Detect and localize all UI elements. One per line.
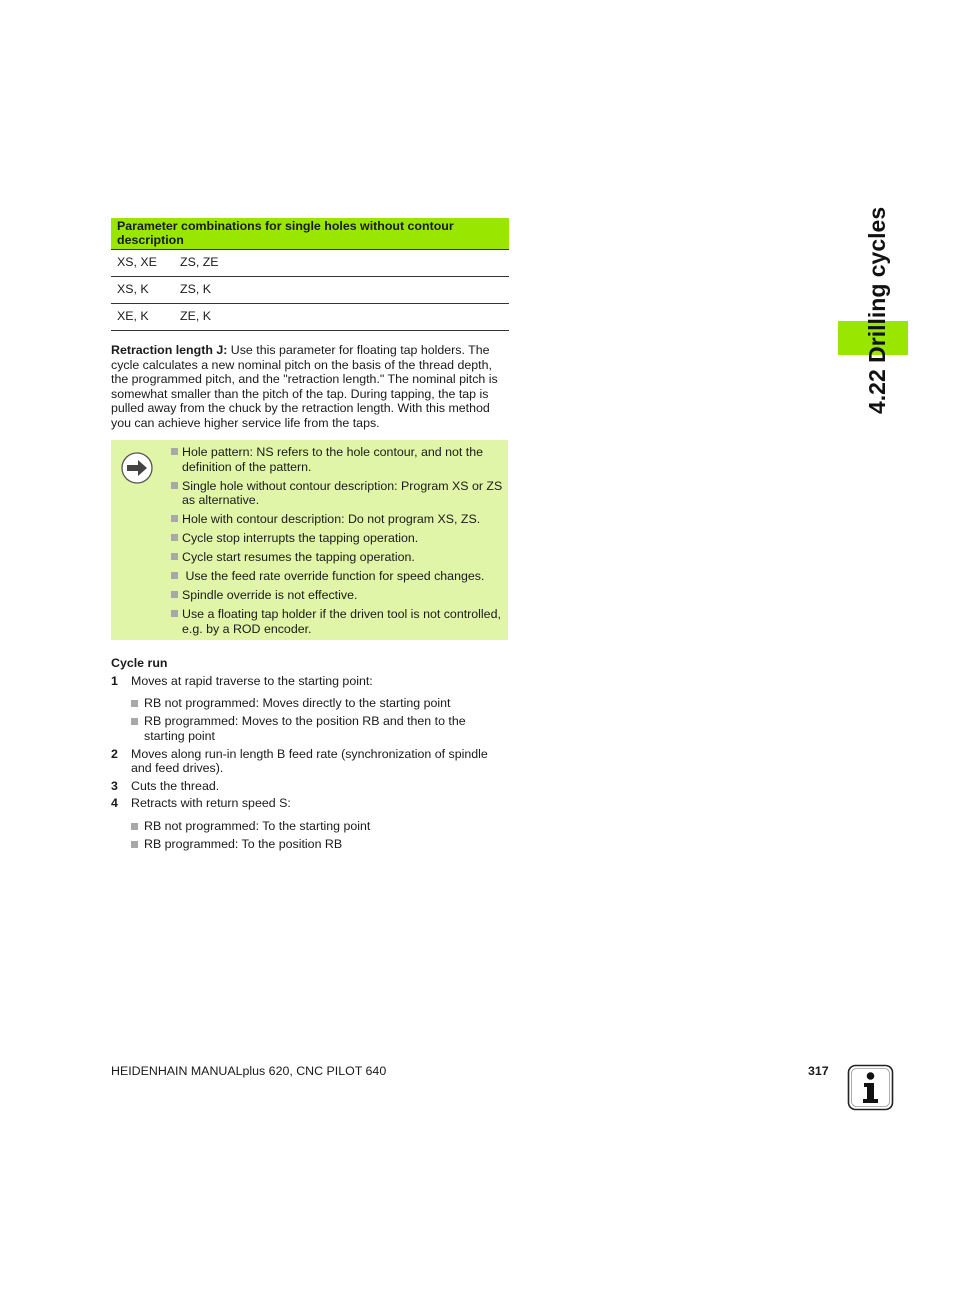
sub-list bbox=[111, 819, 509, 852]
table-cell: XS, K bbox=[117, 282, 149, 296]
table-cell: XE, K bbox=[117, 309, 149, 323]
list-item: Use a floating tap holder if the driven tool is not controlled, e.g. by a ROD encoder. bbox=[171, 607, 505, 636]
list-item: Hole with contour description: Do not program XS, ZS. bbox=[171, 512, 505, 527]
table-row bbox=[111, 250, 509, 277]
list-item: Single hole without contour description: Program XS or ZS as alternative. bbox=[171, 479, 505, 508]
info-icon bbox=[847, 1064, 895, 1112]
bullet-icon bbox=[171, 515, 178, 522]
step-number: 3 bbox=[111, 778, 118, 793]
bullet-icon bbox=[171, 534, 178, 541]
step-number: 1 bbox=[111, 673, 118, 688]
bullet-icon bbox=[171, 572, 178, 579]
bullet-icon bbox=[171, 591, 178, 598]
step-item bbox=[111, 796, 509, 811]
section-heading: Cycle run bbox=[111, 656, 168, 670]
page-number: 317 bbox=[808, 1064, 829, 1078]
note-list bbox=[171, 445, 505, 641]
step-text: Retracts with return speed S: bbox=[131, 796, 291, 810]
bullet-icon bbox=[131, 823, 138, 830]
table-cell: XS, XE bbox=[117, 255, 157, 269]
chapter-title: 4.22 Drilling cycles bbox=[864, 206, 890, 414]
bullet-icon bbox=[171, 553, 178, 560]
retraction-label: Retraction length J: bbox=[111, 343, 228, 357]
retraction-text: Use this parameter for floating tap holders. The cycle calculates a new nominal pitch on the basis of the thread depth, the programmed pitch, and the "retraction length." The nominal pitch is somewhat smaller than the pitch of the tap. During tapping, the tap is pulled away from the chuck by the retraction length. With this method you can achieve higher service life from the taps. bbox=[111, 343, 498, 430]
sub-list bbox=[111, 696, 509, 743]
list-item: Hole pattern: NS refers to the hole contour, and not the definition of the pattern. bbox=[171, 445, 505, 474]
table-cell: ZE, K bbox=[180, 309, 211, 323]
step-text: Cuts the thread. bbox=[131, 778, 220, 793]
footer-text: HEIDENHAIN MANUALplus 620, CNC PILOT 640 bbox=[111, 1064, 387, 1078]
list-item: RB programmed: To the position RB bbox=[131, 837, 509, 852]
parameter-table bbox=[111, 218, 509, 331]
list-item: RB programmed: Moves to the position RB and then to the starting point bbox=[131, 714, 509, 743]
bullet-icon bbox=[131, 718, 138, 725]
bullet-icon bbox=[131, 700, 138, 707]
table-row bbox=[111, 304, 509, 331]
table-cell: ZS, ZE bbox=[180, 255, 219, 269]
step-item bbox=[111, 747, 509, 776]
list-item: Cycle stop interrupts the tapping operation. bbox=[171, 531, 505, 546]
table-header: Parameter combinations for single holes without contour description bbox=[111, 218, 509, 250]
retraction-paragraph bbox=[111, 343, 509, 430]
bullet-icon bbox=[171, 482, 178, 489]
step-item bbox=[111, 674, 509, 689]
step-text: Moves along run-in length B feed rate (synchronization of spindle and feed drives). bbox=[131, 746, 488, 775]
step-number: 4 bbox=[111, 796, 118, 810]
arrow-right-icon bbox=[121, 452, 153, 484]
table-cell: ZS, K bbox=[180, 282, 211, 296]
list-item: Use the feed rate override function for speed changes. bbox=[171, 569, 505, 584]
list-item: RB not programmed: To the starting point bbox=[131, 819, 509, 834]
list-item: Spindle override is not effective. bbox=[171, 588, 505, 603]
step-number: 2 bbox=[111, 746, 118, 761]
table-row bbox=[111, 277, 509, 304]
step-text: Moves at rapid traverse to the starting point: bbox=[131, 673, 373, 688]
step-item bbox=[111, 779, 509, 794]
bullet-icon bbox=[171, 610, 178, 617]
cycle-run-section bbox=[111, 656, 509, 855]
note-box bbox=[111, 440, 508, 640]
list-item: Cycle start resumes the tapping operation. bbox=[171, 550, 505, 565]
bullet-icon bbox=[171, 448, 178, 455]
bullet-icon bbox=[131, 841, 138, 848]
list-item: RB not programmed: Moves directly to the starting point bbox=[131, 696, 509, 711]
